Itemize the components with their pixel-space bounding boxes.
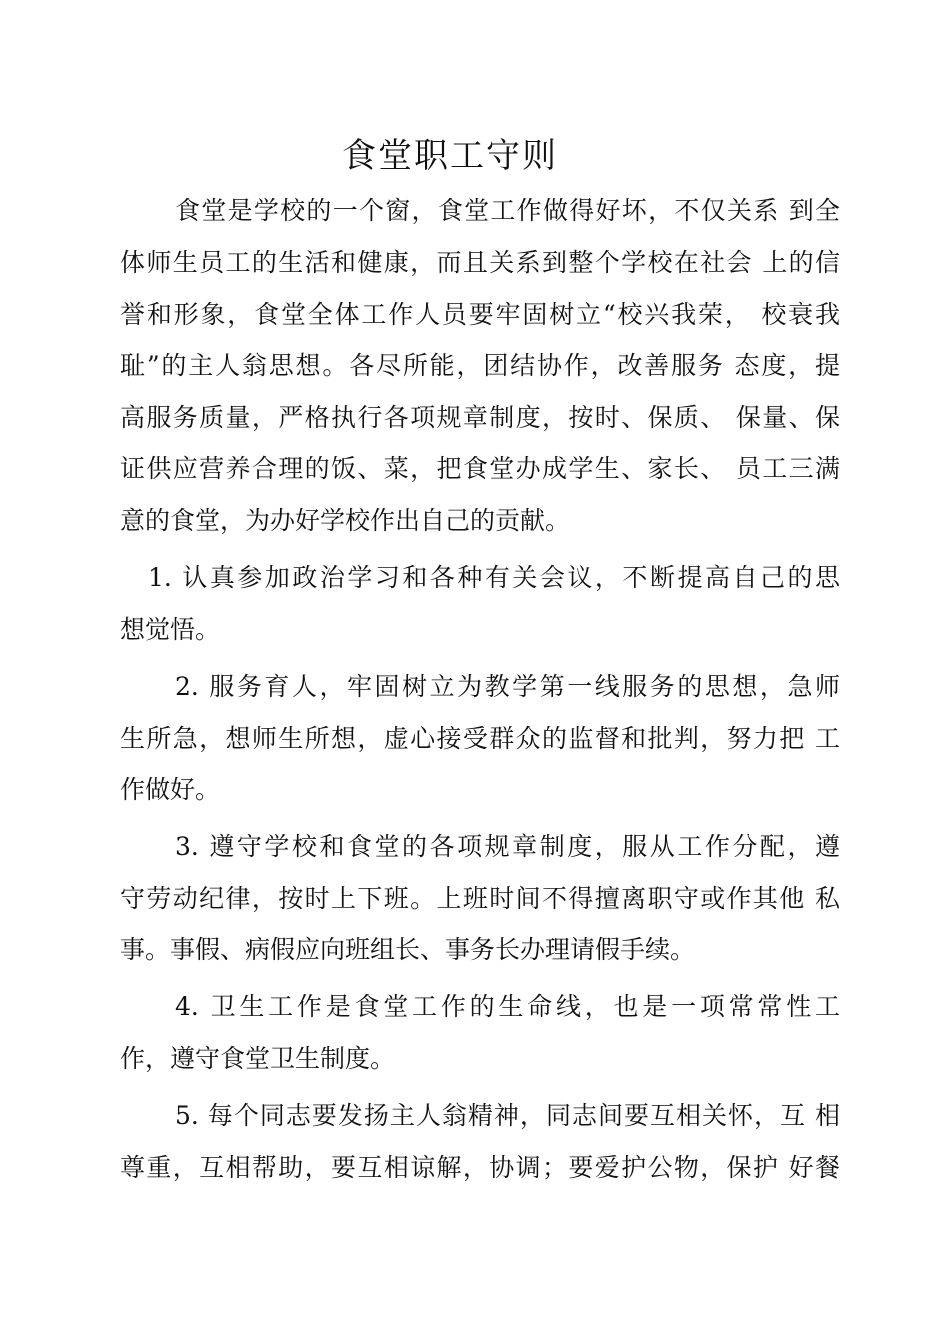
paragraph-line: 意的食堂，为办好学校作出自己的贡献。 (120, 506, 571, 535)
list-item-3-line: 3. 遵守学校和食堂的各项规章制度，服从工作分配，遵 (175, 832, 840, 861)
list-item-2-line: 作做好。 (120, 775, 221, 804)
list-item-4-line: 4. 卫生工作是食堂工作的生命线，也是一项常常性工 (175, 992, 840, 1021)
paragraph-line: 誉和形象，食堂全体工作人员要牢固树立“校兴我荣， 校衰我 (120, 300, 840, 329)
list-item-5-line: 5. 每个同志要发扬主人翁精神，同志间要互相关怀，互 相 (175, 1101, 840, 1130)
list-item-1-line: 1. 认真参加政治学习和各种有关会议，不断提高自己的思 (148, 563, 840, 592)
list-item-5-line: 尊重，互相帮助，要互相谅解，协调；要爱护公物，保护 好餐 (120, 1153, 840, 1182)
list-item-2-line: 生所急，想师生所想，虚心接受群众的监督和批判，努力把 工 (120, 724, 840, 753)
paragraph-line: 高服务质量，严格执行各项规章制度，按时、保质、 保量、保 (120, 403, 840, 432)
list-item-1-line: 想觉悟。 (120, 615, 221, 644)
paragraph-line: 证供应营养合理的饭、菜，把食堂办成学生、家长、 员工三满 (120, 454, 840, 483)
list-item-4-line: 作，遵守食堂卫生制度。 (120, 1044, 396, 1073)
paragraph-line: 体师生员工的生活和健康，而且关系到整个学校在社会 上的信 (120, 248, 840, 277)
list-item-3-line: 守劳动纪律，按时上下班。上班时间不得擅离职守或作其他 私 (120, 884, 840, 913)
paragraph-line: 耻”的主人翁思想。各尽所能，团结协作，改善服务 态度，提 (120, 351, 840, 380)
list-item-3-line: 事。事假、病假应向班组长、事务长办理请假手续。 (120, 935, 696, 964)
paragraph-line: 食堂是学校的一个窗，食堂工作做得好坏，不仅关系 到全 (175, 196, 840, 225)
document-title: 食堂职工守则 (342, 136, 558, 176)
list-item-2-line: 2. 服务育人，牢固树立为教学第一线服务的思想，急师 (175, 672, 840, 701)
